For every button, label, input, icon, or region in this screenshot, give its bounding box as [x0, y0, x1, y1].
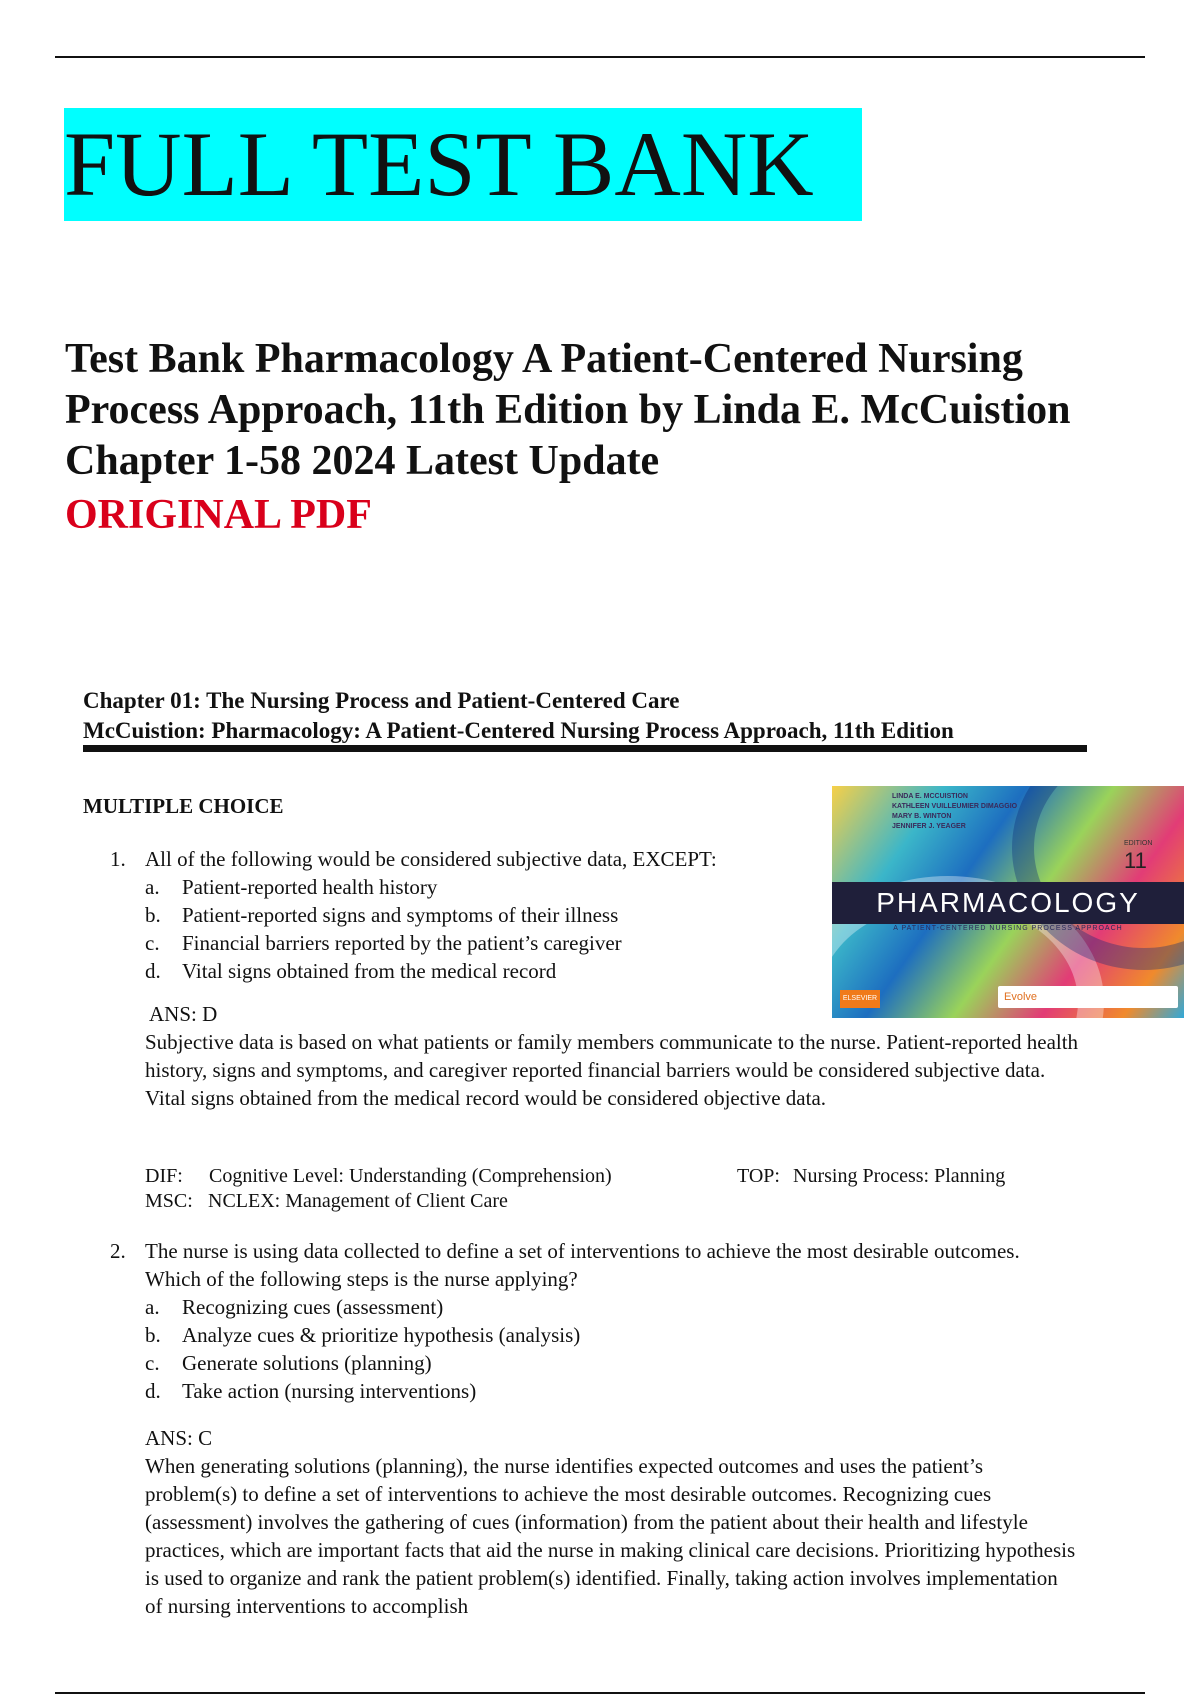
answer-key: ANS: D: [149, 1002, 218, 1026]
cover-edition-label: EDITION: [1124, 840, 1153, 847]
publisher-logo: ELSEVIER: [840, 990, 880, 1008]
book-title: McCuistion: Pharmacology: A Patient-Centered Nursing Process Approach, 11th Edition: [83, 718, 954, 743]
chapter-title: Chapter 01: The Nursing Process and Patient-Centered Care: [83, 688, 680, 713]
option-c: [145, 1349, 1070, 1377]
cover-subtitle: A PATIENT-CENTERED NURSING PROCESS APPROACH: [893, 925, 1123, 932]
option-letter: a.: [145, 1295, 160, 1319]
option-text: Generate solutions (planning): [182, 1351, 432, 1375]
cover-title: PHARMACOLOGY: [876, 887, 1140, 918]
msc-value: NCLEX: Management of Client Care: [208, 1190, 508, 1212]
option-text: Recognizing cues (assessment): [182, 1295, 444, 1319]
question-metadata: [145, 1164, 1080, 1214]
question-stem: The nurse is using data collected to define a set of interventions to achieve the most desirable outcomes. Which of the following steps is the nurse applying?: [145, 1239, 1020, 1291]
dif-label: DIF:: [145, 1165, 183, 1187]
option-letter: c.: [145, 931, 160, 955]
option-text: Patient-reported signs and symptoms of their illness: [182, 903, 619, 927]
option-letter: a.: [145, 875, 160, 899]
cover-author: KATHLEEN VUILLEUMIER DIMAGGIO: [892, 803, 1018, 810]
option-text: Vital signs obtained from the medical record: [182, 959, 557, 983]
top-value: Nursing Process: Planning: [793, 1165, 1006, 1187]
option-text: Take action (nursing interventions): [182, 1379, 477, 1403]
chapter-header: [83, 686, 954, 746]
bottom-rule: [55, 1692, 1145, 1694]
option-d: [145, 957, 1110, 985]
metadata-row: [145, 1189, 1080, 1214]
banner-heading: FULL TEST BANK: [64, 108, 862, 221]
answer-block-1: [145, 1000, 1080, 1112]
option-a: [145, 873, 1110, 901]
chapter-divider: [83, 745, 1087, 752]
answer-block-2: [145, 1424, 1080, 1620]
question-number: 2.: [110, 1239, 126, 1263]
option-text: Patient-reported health history: [182, 875, 438, 899]
question-1: [110, 845, 1110, 985]
option-letter: d.: [145, 959, 161, 983]
option-letter: b.: [145, 1323, 161, 1347]
option-d: [145, 1377, 1070, 1405]
top-label: TOP:: [737, 1165, 780, 1187]
option-letter: c.: [145, 1351, 160, 1375]
option-text: Analyze cues & prioritize hypothesis (analysis): [182, 1323, 581, 1347]
cover-authors: [892, 792, 1072, 832]
question-stem: All of the following would be considered subjective data, EXCEPT:: [145, 847, 717, 871]
cover-author: MARY B. WINTON: [892, 813, 952, 820]
option-letter: b.: [145, 903, 161, 927]
cover-author: JENNIFER J. YEAGER: [892, 823, 966, 830]
option-b: [145, 1321, 1070, 1349]
msc-label: MSC:: [145, 1190, 193, 1212]
question-number: 1.: [110, 847, 126, 871]
cover-author: LINDA E. MCCUISTION: [892, 793, 968, 800]
top-rule: [55, 56, 1145, 58]
option-b: [145, 901, 1110, 929]
answer-key: ANS: C: [145, 1426, 213, 1450]
document-title: Test Bank Pharmacology A Patient-Centered Nursing Process Approach, 11th Edition by Linda E. McCuistion Chapter 1-58 2024 Latest Update: [65, 336, 1071, 484]
rationale: When generating solutions (planning), the nurse identifies expected outcomes and uses the patient’s problem(s) to define a set of interventions to achieve the most desirable outcomes. Recognizing cues (assessment) involves the gathering of cues (information) from the patient about their health and lifestyle practices, which are important facts that aid the nurse in making clinical care decisions. Prioritizing hypothesis is used to organize and rank the patient problem(s) identified. Finally, taking action involves implementation of nursing interventions to accomplish: [145, 1454, 1076, 1618]
answer-options: [145, 1293, 1070, 1405]
section-heading: MULTIPLE CHOICE: [83, 794, 284, 818]
option-a: [145, 1293, 1070, 1321]
cover-edition: 11: [1124, 848, 1147, 873]
question-2: [110, 1237, 1070, 1405]
option-letter: d.: [145, 1379, 161, 1403]
rationale: Subjective data is based on what patients or family members communicate to the nurse. Patient-reported health history, signs and symptoms, and caregiver reported financial barriers would be considered subjective data. Vital signs obtained from the medical record would be considered objective data.: [145, 1030, 1079, 1110]
option-c: [145, 929, 1110, 957]
metadata-row: [145, 1164, 1080, 1189]
answer-options: [145, 873, 1110, 985]
original-pdf-label: ORIGINAL PDF: [65, 492, 372, 538]
dif-value: Cognitive Level: Understanding (Comprehension): [209, 1165, 612, 1187]
option-text: Financial barriers reported by the patient’s caregiver: [182, 931, 622, 955]
evolve-badge: Evolve: [998, 986, 1178, 1008]
